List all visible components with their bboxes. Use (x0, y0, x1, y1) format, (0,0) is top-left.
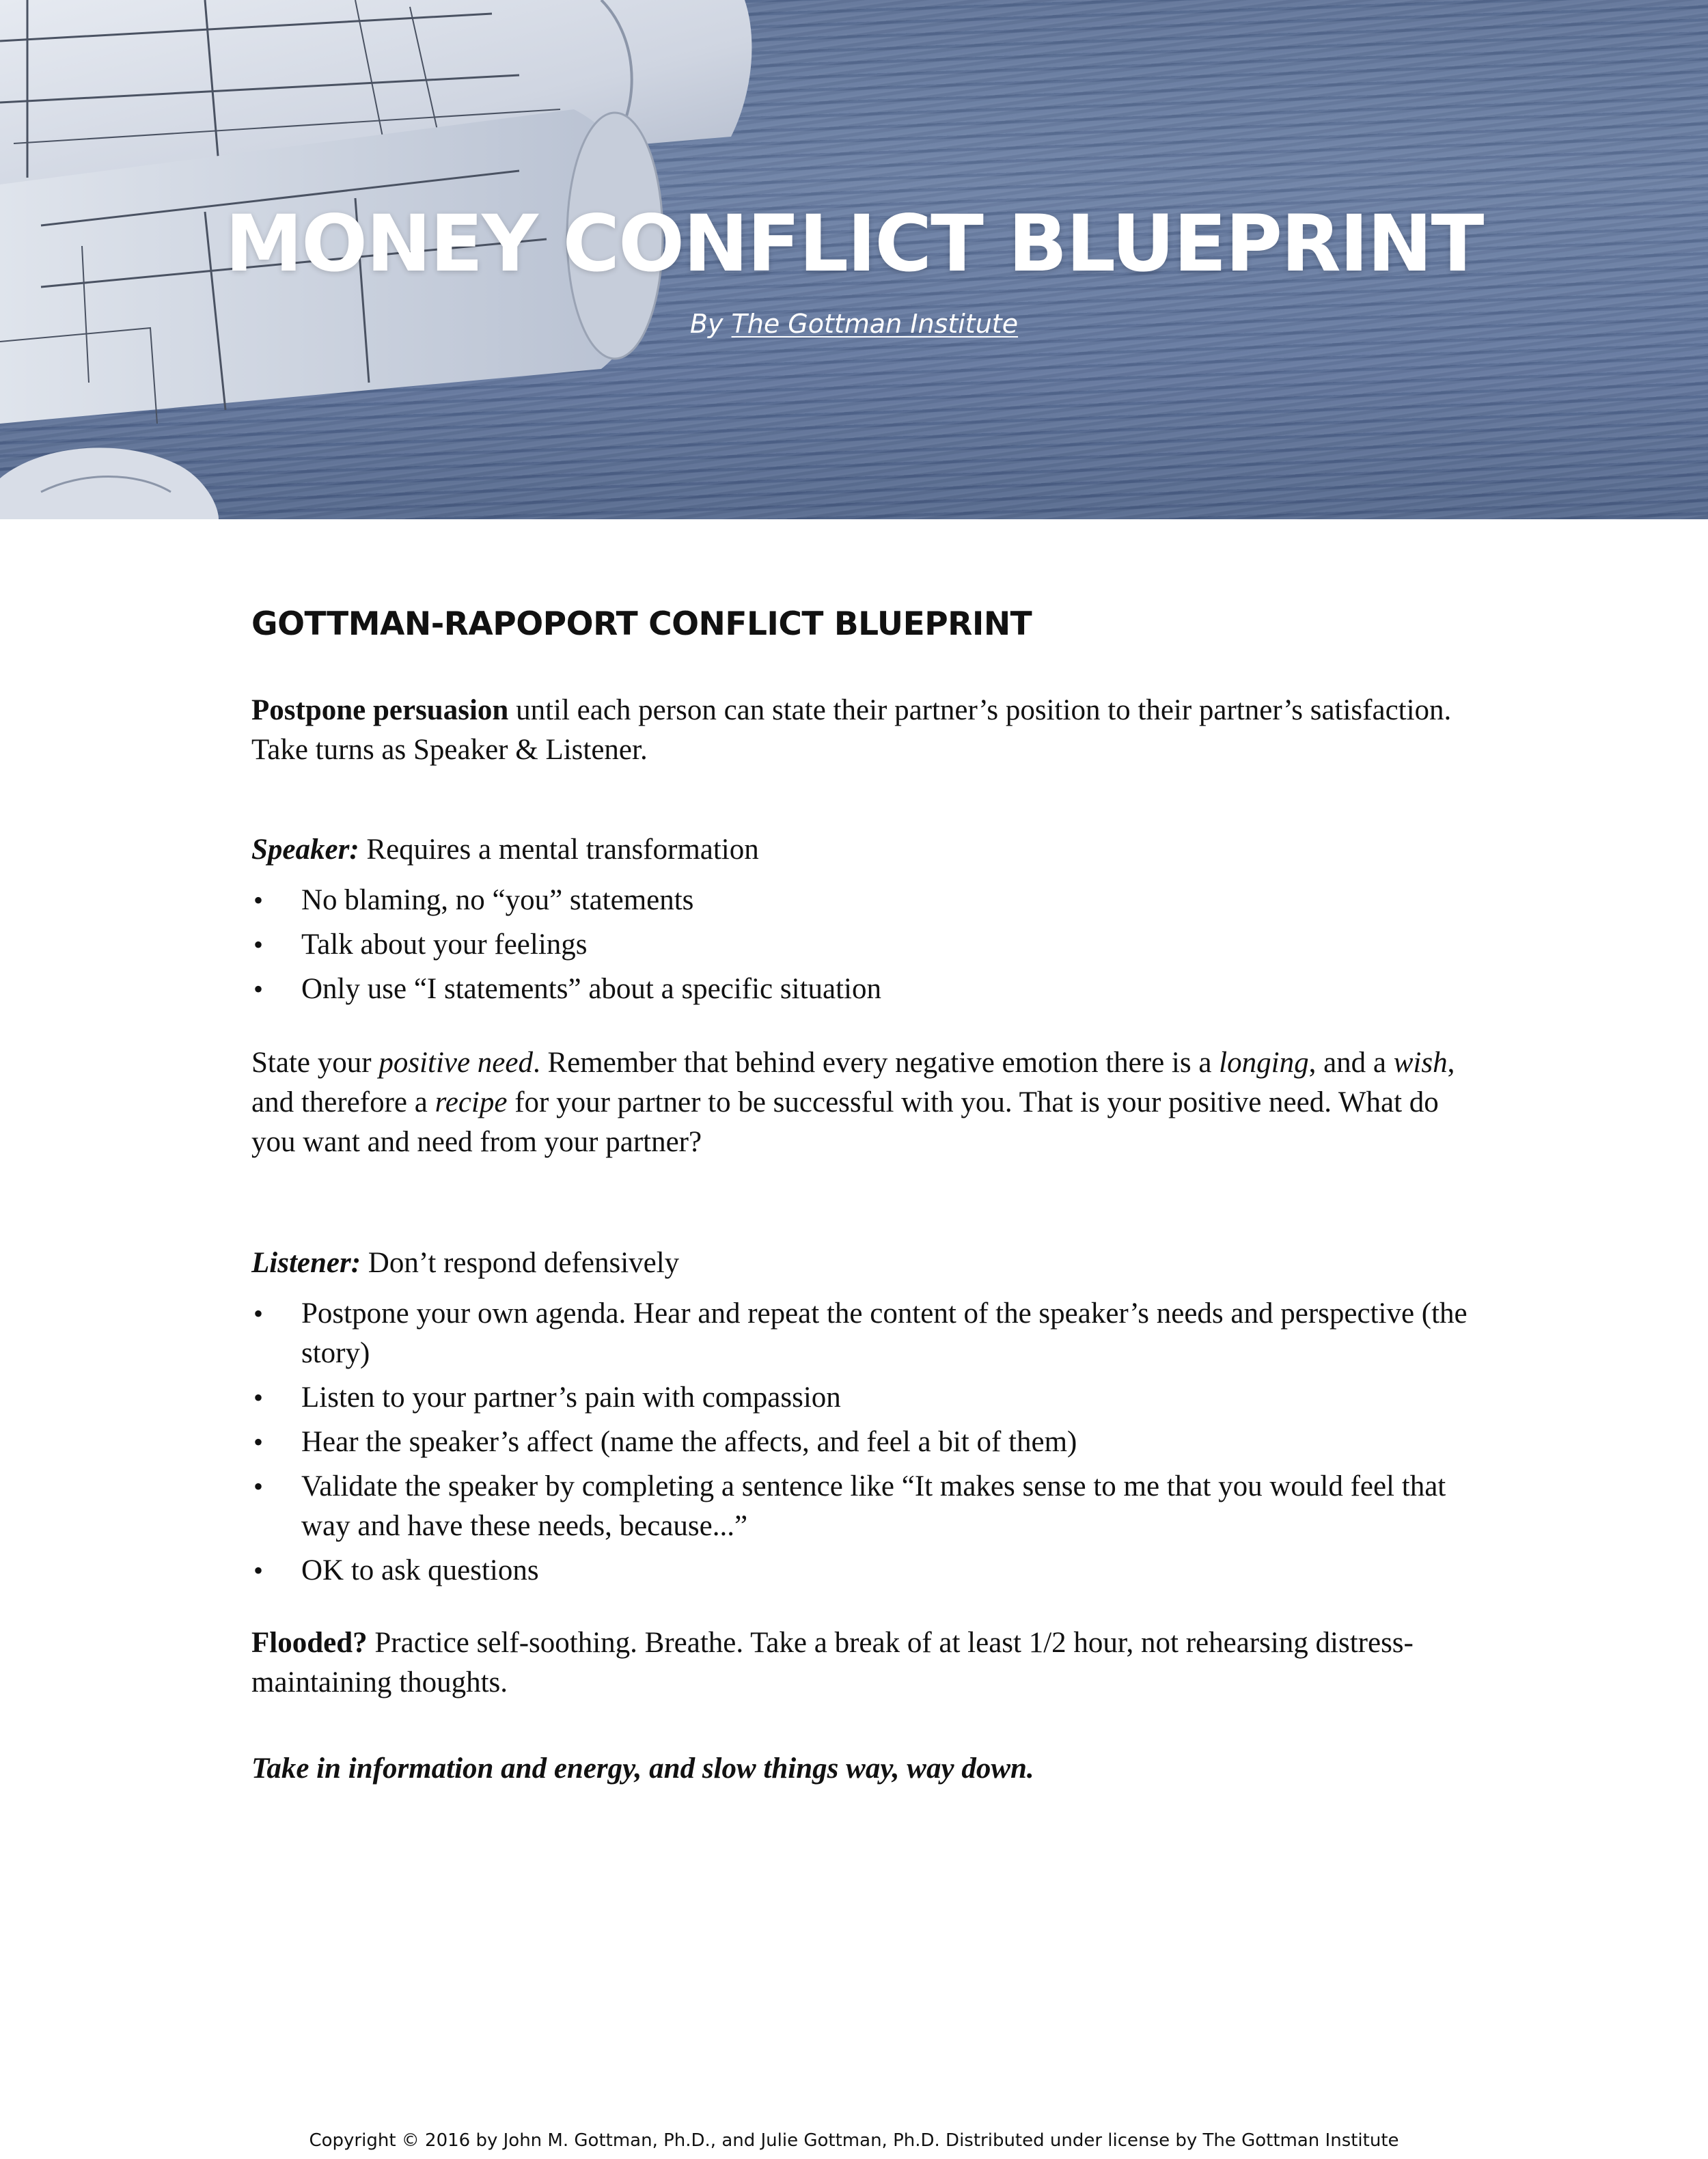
bullet-icon: • (253, 1298, 264, 1329)
list-item (251, 1294, 1481, 1373)
list-item (251, 1551, 1481, 1591)
emphasis-positive-need: positive need (378, 1047, 533, 1079)
speaker-heading (251, 830, 759, 870)
text-segment: State your (251, 1047, 379, 1079)
bullet-icon: • (253, 1427, 264, 1457)
bullet-icon: • (253, 885, 264, 916)
list-item (251, 970, 1481, 1009)
list-item (251, 1378, 1481, 1418)
listener-label: Listener: (251, 1247, 361, 1279)
hero-banner (0, 0, 1708, 519)
text-segment: for your partner to be successful with you. That is your positive need. What do you want and need from your partner? (251, 1086, 1439, 1158)
bullet-icon: • (253, 929, 264, 960)
byline (0, 309, 1708, 339)
bullet-icon: • (253, 974, 264, 1004)
listener-subtitle: Don’t respond defensively (361, 1247, 680, 1279)
flooded-paragraph (251, 1623, 1468, 1703)
text-segment: . Remember that behind every negative emotion there is a (532, 1047, 1220, 1079)
byline-prefix: By (689, 309, 732, 339)
section-heading: GOTTMAN-RAPOPORT CONFLICT BLUEPRINT (251, 605, 1032, 643)
page-title: MONEY CONFLICT BLUEPRINT (225, 198, 1483, 289)
emphasis-wish: wish (1393, 1047, 1448, 1079)
speaker-label: Speaker: (251, 834, 359, 866)
list-item (251, 1422, 1481, 1462)
list-item (251, 1467, 1481, 1546)
bullet-icon: • (253, 1382, 264, 1413)
text-segment: , and a (1308, 1047, 1394, 1079)
closing-statement: Take in information and energy, and slow things way, way down. (251, 1752, 1034, 1785)
intro-bold: Postpone persuasion (251, 694, 509, 726)
list-item-text: OK to ask questions (301, 1554, 539, 1586)
list-item (251, 881, 1481, 920)
flooded-text: Practice self-soothing. Breathe. Take a break of at least 1/2 hour, not rehearsing distress-maintaining thoughts. (251, 1627, 1414, 1699)
byline-organization-link[interactable]: The Gottman Institute (731, 309, 1019, 339)
intro-paragraph (251, 691, 1468, 770)
speaker-bullet-list (251, 881, 1481, 1009)
list-item (251, 925, 1481, 965)
intro-text: until each person can state their partner’s position to their partner’s satisfaction. Take turns as Speaker & Listener. (251, 694, 1452, 766)
list-item-text: Validate the speaker by completing a sentence like “It makes sense to me that you would feel that way and have these needs, because...” (301, 1470, 1446, 1542)
list-item-text: Listen to your partner’s pain with compassion (301, 1381, 841, 1414)
flooded-bold: Flooded? (251, 1627, 368, 1659)
list-item-text: Postpone your own agenda. Hear and repeat the content of the speaker’s needs and perspective (the story) (301, 1297, 1468, 1369)
positive-need-paragraph (251, 1043, 1468, 1162)
bullet-icon: • (253, 1555, 264, 1586)
list-item-text: No blaming, no “you” statements (301, 884, 694, 916)
list-item-text: Talk about your feelings (301, 929, 588, 961)
list-item-text: Hear the speaker’s affect (name the affects, and feel a bit of them) (301, 1426, 1077, 1458)
speaker-subtitle: Requires a mental transformation (359, 834, 759, 866)
text-segment: , and therefore a (251, 1047, 1455, 1118)
emphasis-recipe: recipe (435, 1086, 508, 1118)
emphasis-longing: longing (1219, 1047, 1309, 1079)
listener-heading (251, 1243, 679, 1283)
copyright-footer: Copyright © 2016 by John M. Gottman, Ph.D., and Julie Gottman, Ph.D. Distributed under license by The Gottman Institute (309, 2130, 1399, 2151)
bullet-icon: • (253, 1471, 264, 1502)
list-item-text: Only use “I statements” about a specific situation (301, 973, 881, 1005)
listener-bullet-list (251, 1294, 1481, 1591)
